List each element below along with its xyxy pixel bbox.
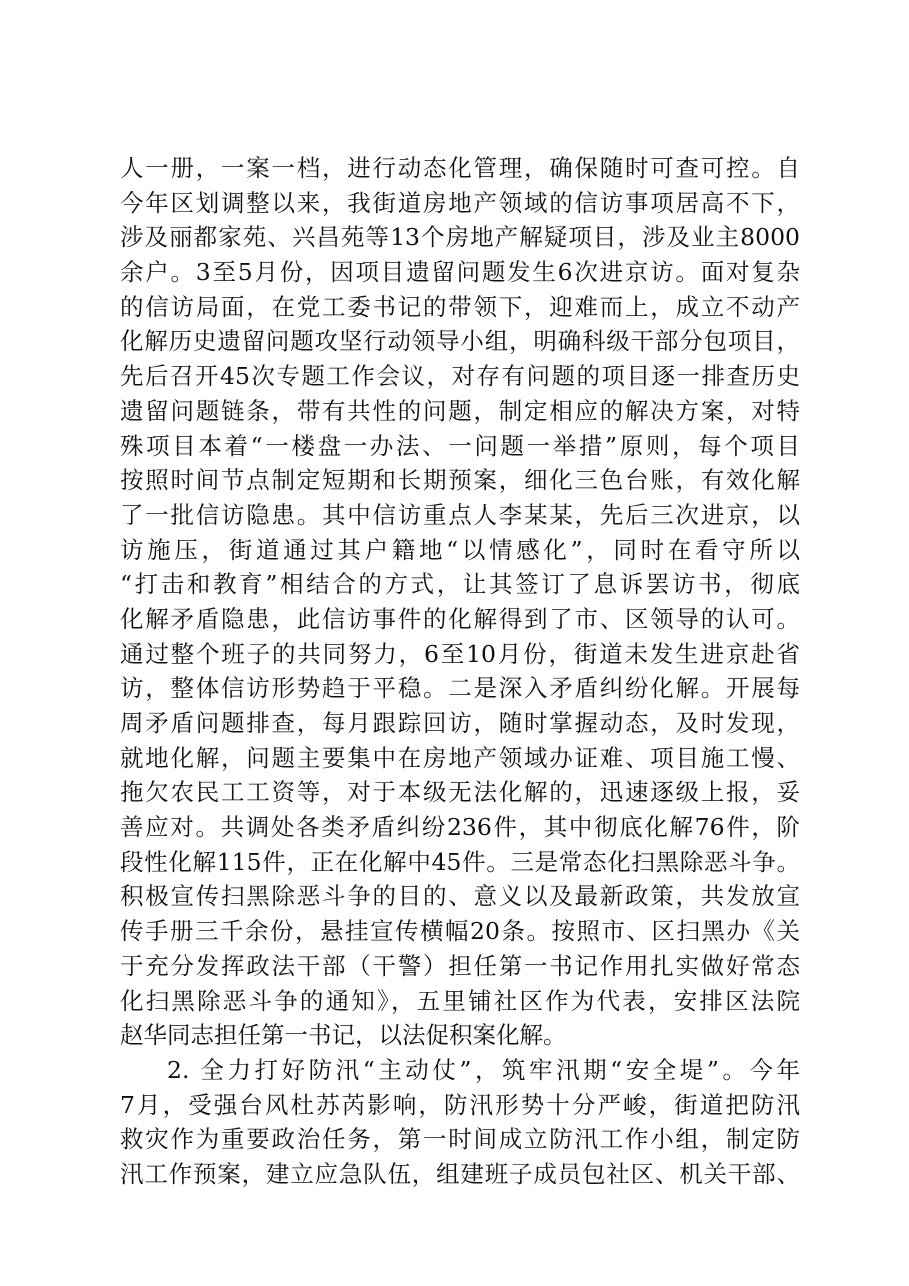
text-line: 访，整体信访形势趋于平稳。二是深入矛盾纠纷化解。开展每 xyxy=(120,674,800,703)
text-line: 就地化解，问题主要集中在房地产领域办证难、项目施工慢、 xyxy=(120,743,800,772)
text-line: 汛工作预案，建立应急队伍，组建班子成员包社区、机关干部、 xyxy=(120,1159,800,1188)
text-line: 了一批信访隐患。其中信访重点人李某某，先后三次进京，以 xyxy=(120,500,800,529)
text-line: 救灾作为重要政治任务，第一时间成立防汛工作小组，制定防 xyxy=(120,1125,800,1154)
text-line: 善应对。共调处各类矛盾纠纷236件，其中彻底化解76件，阶 xyxy=(120,813,800,842)
text-line: 按照时间节点制定短期和长期预案，细化三色台账，有效化解 xyxy=(120,466,800,495)
text-line: 遗留问题链条，带有共性的问题，制定相应的解决方案，对特 xyxy=(120,396,800,425)
text-line: 通过整个班子的共同努力，6至10月份，街道未发生进京赴省 xyxy=(120,639,800,668)
text-line: 涉及丽都家苑、兴昌苑等13个房地产解疑项目，涉及业主8000 xyxy=(120,223,800,252)
text-line: 的信访局面，在党工委书记的带领下，迎难而上，成立不动产 xyxy=(120,292,800,321)
text-line: 化扫黑除恶斗争的通知》，五里铺社区作为代表，安排区法院 xyxy=(120,986,800,1015)
text-line: 段性化解115件，正在化解中45件。三是常态化扫黑除恶斗争。 xyxy=(120,847,800,876)
text-line: 殊项目本着“一楼盘一办法、一问题一举措”原则，每个项目 xyxy=(120,431,800,460)
text-line: “打击和教育”相结合的方式，让其签订了息诉罢访书，彻底 xyxy=(120,570,800,599)
paragraph-end-line: 赵华同志担任第一书记，以法促积案化解。 xyxy=(120,1021,567,1050)
text-line: 今年区划调整以来，我街道房地产领域的信访事项居高不下， xyxy=(120,188,800,217)
text-line: 化解历史遗留问题攻坚行动领导小组，明确科级干部分包项目， xyxy=(120,327,800,356)
text-line: 传手册三千余份，悬挂宣传横幅20条。按照市、区扫黑办《关 xyxy=(120,917,800,946)
text-line: 化解矛盾隐患，此信访事件的化解得到了市、区领导的认可。 xyxy=(120,604,800,633)
text-line: 积极宣传扫黑除恶斗争的目的、意义以及最新政策，共发放宣 xyxy=(120,882,800,911)
text-line: 拖欠农民工工资等，对于本级无法化解的，迅速逐级上报，妥 xyxy=(120,778,800,807)
text-line: 先后召开45次专题工作会议，对存有问题的项目逐一排查历史 xyxy=(120,362,800,391)
text-line: 人一册，一案一档，进行动态化管理，确保随时可查可控。自 xyxy=(120,154,800,182)
section-heading-line: 2. 全力打好防汛“主动仗”，筑牢汛期“安全堤”。今年 xyxy=(167,1055,800,1084)
document-body xyxy=(120,151,800,1192)
text-line: 余户。3至5月份，因项目遗留问题发生6次进京访。面对复杂 xyxy=(120,258,800,287)
text-line: 7月，受强台风杜苏芮影响，防汛形势十分严峻，街道把防汛 xyxy=(120,1090,800,1119)
text-line: 于充分发挥政法干部（干警）担任第一书记作用扎实做好常态 xyxy=(120,951,800,980)
text-line: 访施压，街道通过其户籍地“以情感化”，同时在看守所以 xyxy=(120,535,800,564)
text-line: 周矛盾问题排查，每月跟踪回访，随时掌握动态，及时发现， xyxy=(120,709,800,737)
